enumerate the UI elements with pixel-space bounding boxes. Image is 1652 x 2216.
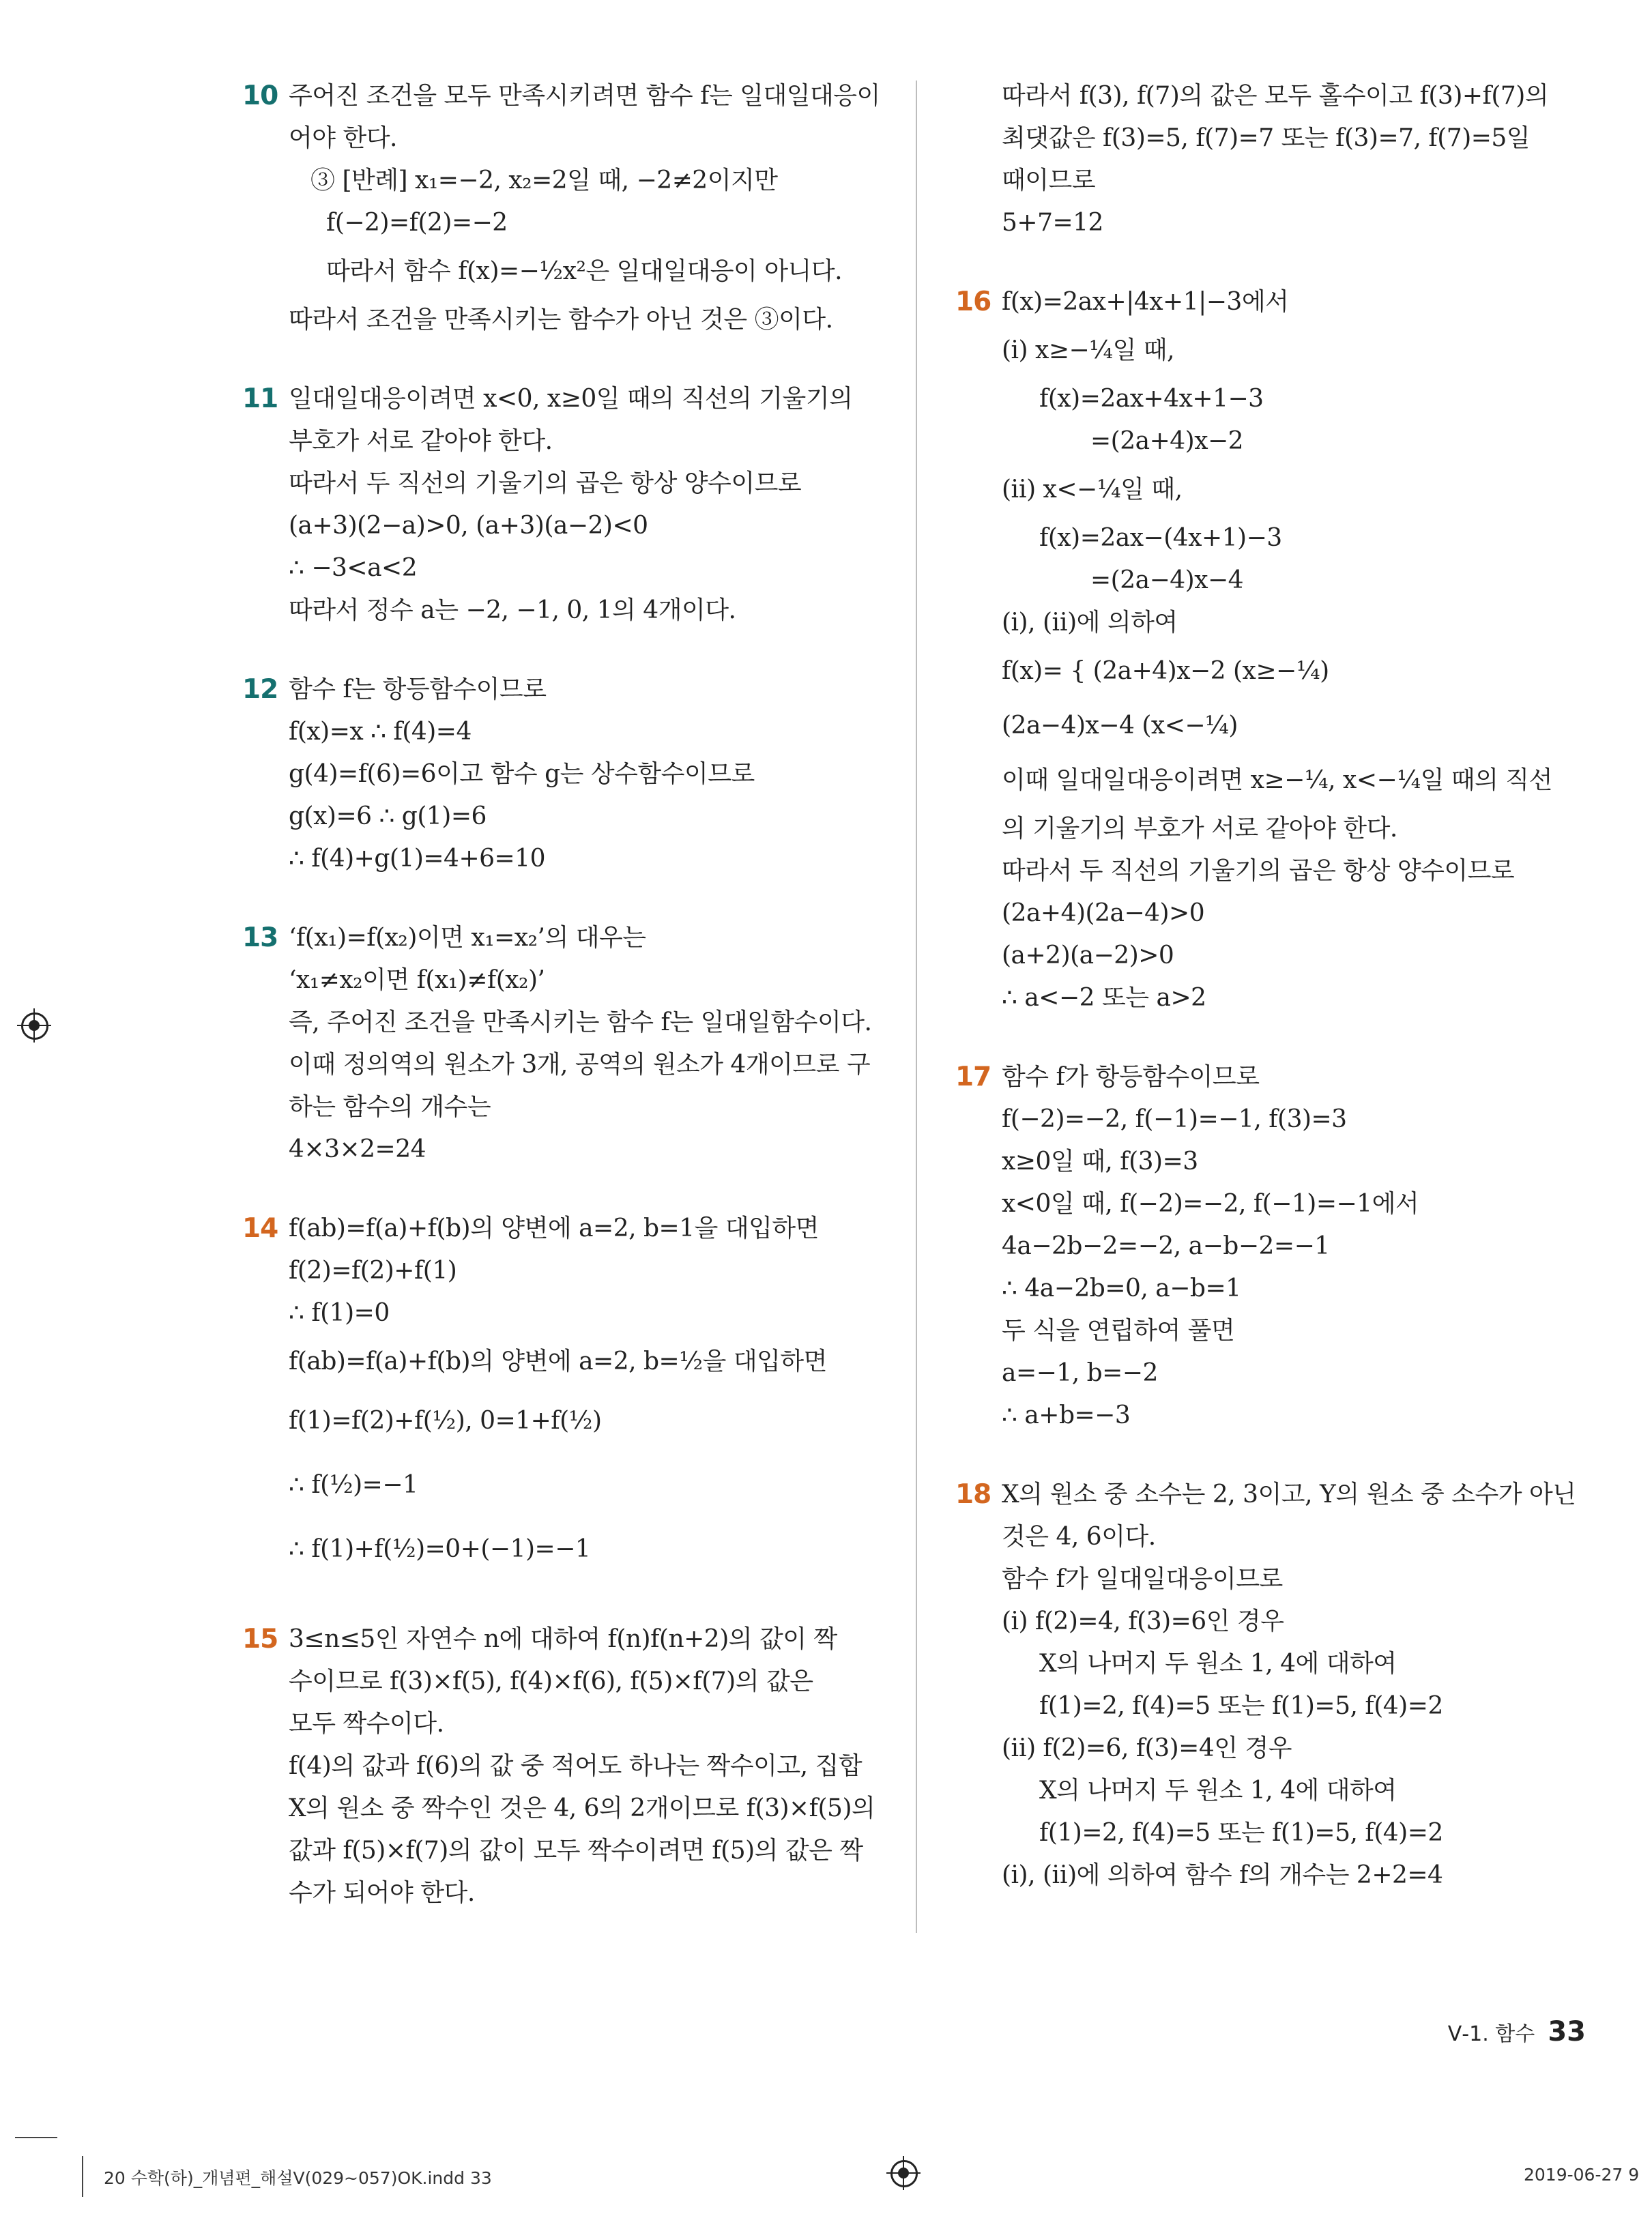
- solution-line: 즉, 주어진 조건을 만족시키는 함수 f는 일대일함수이다.: [289, 1008, 872, 1036]
- solution-line: (2a−4)x−4 (x<−¼): [1002, 712, 1238, 740]
- solution-line: 때이므로: [1002, 166, 1096, 194]
- problem-17: [955, 1056, 1586, 1437]
- problem-number: 11: [242, 383, 278, 414]
- solution-line: f(x)=2ax+4x+1−3: [1039, 385, 1264, 413]
- solution-line: X의 나머지 두 원소 1, 4에 대하여: [1039, 1777, 1397, 1805]
- problem-continued: [955, 75, 1586, 244]
- problem-number: 12: [242, 674, 278, 705]
- problem-number: 13: [242, 922, 278, 953]
- solution-line: 두 식을 연립하여 풀면: [1002, 1317, 1235, 1345]
- solution-line: 따라서 두 직선의 기울기의 곱은 항상 양수이므로: [1002, 857, 1515, 885]
- problem-14: [242, 1208, 880, 1581]
- solution-line: ③ [반례] x₁=−2, x₂=2일 때, −2≠2이지만: [310, 166, 778, 194]
- solution-line: f(x)=x ∴ f(4)=4: [289, 718, 472, 746]
- solution-line: ∴ f(½)=−1: [289, 1471, 418, 1499]
- solution-line: (ⅱ) x<−¼일 때,: [1002, 476, 1183, 504]
- column-divider: [916, 81, 917, 1933]
- problem-number: 17: [955, 1062, 991, 1092]
- left-column: [242, 75, 880, 1951]
- solution-line: 함수 f는 항등함수이므로: [289, 675, 547, 703]
- problem-number: 18: [955, 1479, 991, 1510]
- solution-line: x<0일 때, f(−2)=−2, f(−1)=−1에서: [1002, 1190, 1419, 1218]
- solution-line: 따라서 두 직선의 기울기의 곱은 항상 양수이므로: [289, 469, 802, 497]
- solution-line: 값과 f(5)×f(7)의 값이 모두 짝수이려면 f(5)의 값은 짝: [289, 1837, 863, 1865]
- solution-line: 하는 함수의 개수는: [289, 1093, 491, 1121]
- solution-line: 따라서 정수 a는 −2, −1, 0, 1의 4개이다.: [289, 596, 736, 624]
- solution-line: ∴ f(1)+f(½)=0+(−1)=−1: [289, 1535, 591, 1563]
- solution-line: 4a−2b−2=−2, a−b−2=−1: [1002, 1232, 1330, 1260]
- solution-line: g(4)=f(6)=6이고 함수 g는 상수함수이므로: [289, 760, 755, 788]
- solution-line: f(1)=2, f(4)=5 또는 f(1)=5, f(4)=2: [1039, 1692, 1443, 1720]
- solution-line: 4×3×2=24: [289, 1135, 426, 1163]
- solution-line: 따라서 f(3), f(7)의 값은 모두 홀수이고 f(3)+f(7)의: [1002, 82, 1549, 110]
- solution-line: 의 기울기의 부호가 서로 같아야 한다.: [1002, 815, 1397, 843]
- solution-line: f(x)= { (2a+4)x−2 (x≥−¼): [1002, 657, 1329, 685]
- right-column: [955, 75, 1586, 1934]
- solution-line: f(2)=f(2)+f(1): [289, 1257, 457, 1285]
- solution-line: f(x)=2ax−(4x+1)−3: [1039, 524, 1282, 552]
- solution-line: 함수 f가 일대일대응이므로: [1002, 1565, 1283, 1593]
- solution-line: ∴ a+b=−3: [1002, 1401, 1131, 1429]
- solution-line: 3≤n≤5인 자연수 n에 대하여 f(n)f(n+2)의 값이 짝: [289, 1625, 837, 1653]
- solution-line: 수가 되어야 한다.: [289, 1879, 475, 1907]
- solution-line: X의 나머지 두 원소 1, 4에 대하여: [1039, 1650, 1397, 1678]
- solution-line: 수이므로 f(3)×f(5), f(4)×f(6), f(5)×f(7)의 값은: [289, 1667, 813, 1695]
- solution-line: a=−1, b=−2: [1002, 1359, 1158, 1387]
- solution-line: ∴ 4a−2b=0, a−b=1: [1002, 1274, 1241, 1302]
- crop-mark: [15, 2137, 57, 2138]
- problem-number: 10: [242, 81, 278, 111]
- solution-line: ∴ f(4)+g(1)=4+6=10: [289, 845, 545, 873]
- chapter-label: Ⅴ-1. 함수: [1447, 2022, 1535, 2046]
- solution-line: 함수 f가 항등함수이므로: [1002, 1063, 1260, 1091]
- solution-line: (ⅱ) f(2)=6, f(3)=4인 경우: [1002, 1734, 1292, 1762]
- solution-line: (ⅰ), (ⅱ)에 의하여: [1002, 609, 1178, 637]
- problem-number: 15: [242, 1624, 278, 1654]
- solution-line: ‘f(x₁)=f(x₂)이면 x₁=x₂’의 대우는: [289, 924, 646, 952]
- registration-mark-icon: [17, 1008, 51, 1043]
- solution-line: ‘x₁≠x₂이면 f(x₁)≠f(x₂)’: [289, 966, 545, 994]
- solution-line: 주어진 조건을 모두 만족시키려면 함수 f는 일대일대응이: [289, 82, 880, 110]
- problem-number: 16: [955, 287, 991, 317]
- solution-line: f(−2)=f(2)=−2: [326, 209, 508, 237]
- solution-line: ∴ f(1)=0: [289, 1299, 390, 1327]
- solution-line: (ⅰ) f(2)=4, f(3)=6인 경우: [1002, 1607, 1284, 1635]
- solution-line: 이때 정의역의 원소가 3개, 공역의 원소가 4개이므로 구: [289, 1051, 871, 1079]
- problem-number: 14: [242, 1213, 278, 1244]
- solution-line: (2a+4)(2a−4)>0: [1002, 899, 1205, 927]
- page-number: 33: [1548, 2016, 1586, 2047]
- solution-line: 따라서 함수 f(x)=−½x²은 일대일대응이 아니다.: [326, 257, 843, 285]
- solution-line: (a+3)(2−a)>0, (a+3)(a−2)<0: [289, 512, 648, 540]
- solution-line: =(2a+4)x−2: [1090, 427, 1244, 455]
- print-slug-file: 20 수학(하)_개념편_해설Ⅴ(029~057)OK.indd 33: [104, 2168, 492, 2188]
- solution-line: 이때 일대일대응이려면 x≥−¼, x<−¼일 때의 직선: [1002, 766, 1552, 794]
- solution-line: 5+7=12: [1002, 209, 1103, 237]
- problem-18: [955, 1474, 1586, 1897]
- page-footer: [1448, 2016, 1586, 2047]
- solution-line: f(x)=2ax+|4x+1|−3에서: [1002, 288, 1289, 316]
- solution-line: (a+2)(a−2)>0: [1002, 942, 1174, 970]
- solution-line: X의 원소 중 소수는 2, 3이고, Y의 원소 중 소수가 아닌: [1002, 1481, 1576, 1508]
- registration-mark-icon: [886, 2156, 921, 2190]
- solution-line: f(ab)=f(a)+f(b)의 양변에 a=2, b=½을 대입하면: [289, 1347, 827, 1375]
- solution-line: 어야 한다.: [289, 124, 397, 152]
- solution-line: g(x)=6 ∴ g(1)=6: [289, 802, 487, 830]
- print-slug-date: 2019-06-27 9: [1524, 2165, 1640, 2185]
- solution-line: X의 원소 중 짝수인 것은 4, 6의 2개이므로 f(3)×f(5)의: [289, 1794, 875, 1822]
- problem-10: [242, 75, 880, 341]
- solution-line: 최댓값은 f(3)=5, f(7)=7 또는 f(3)=7, f(7)=5일: [1002, 124, 1531, 152]
- solution-line: 부호가 서로 같아야 한다.: [289, 427, 553, 455]
- problem-16: [955, 281, 1586, 1019]
- solution-line: (ⅰ), (ⅱ)에 의하여 함수 f의 개수는 2+2=4: [1002, 1861, 1443, 1889]
- solution-line: =(2a−4)x−4: [1090, 566, 1244, 594]
- solution-line: f(4)의 값과 f(6)의 값 중 적어도 하나는 짝수이고, 집합: [289, 1752, 863, 1780]
- solution-line: f(1)=2, f(4)=5 또는 f(1)=5, f(4)=2: [1039, 1819, 1443, 1847]
- solution-line: 모두 짝수이다.: [289, 1710, 444, 1738]
- problem-11: [242, 378, 880, 632]
- solution-line: 일대일대응이려면 x<0, x≥0일 때의 직선의 기울기의: [289, 385, 853, 413]
- problem-15: [242, 1618, 880, 1914]
- solution-line: ∴ a<−2 또는 a>2: [1002, 984, 1206, 1012]
- solution-line: (ⅰ) x≥−¼일 때,: [1002, 336, 1175, 364]
- problem-13: [242, 917, 880, 1171]
- solution-line: f(ab)=f(a)+f(b)의 양변에 a=2, b=1을 대입하면: [289, 1214, 819, 1242]
- solution-line: f(1)=f(2)+f(½), 0=1+f(½): [289, 1407, 602, 1435]
- solution-line: 따라서 조건을 만족시키는 함수가 아닌 것은 ③이다.: [289, 306, 833, 334]
- crop-mark: [82, 2156, 83, 2197]
- solution-line: f(−2)=−2, f(−1)=−1, f(3)=3: [1002, 1105, 1347, 1133]
- problem-12: [242, 669, 880, 880]
- solution-line: 것은 4, 6이다.: [1002, 1523, 1156, 1551]
- solution-line: x≥0일 때, f(3)=3: [1002, 1148, 1198, 1176]
- solution-line: ∴ −3<a<2: [289, 554, 418, 582]
